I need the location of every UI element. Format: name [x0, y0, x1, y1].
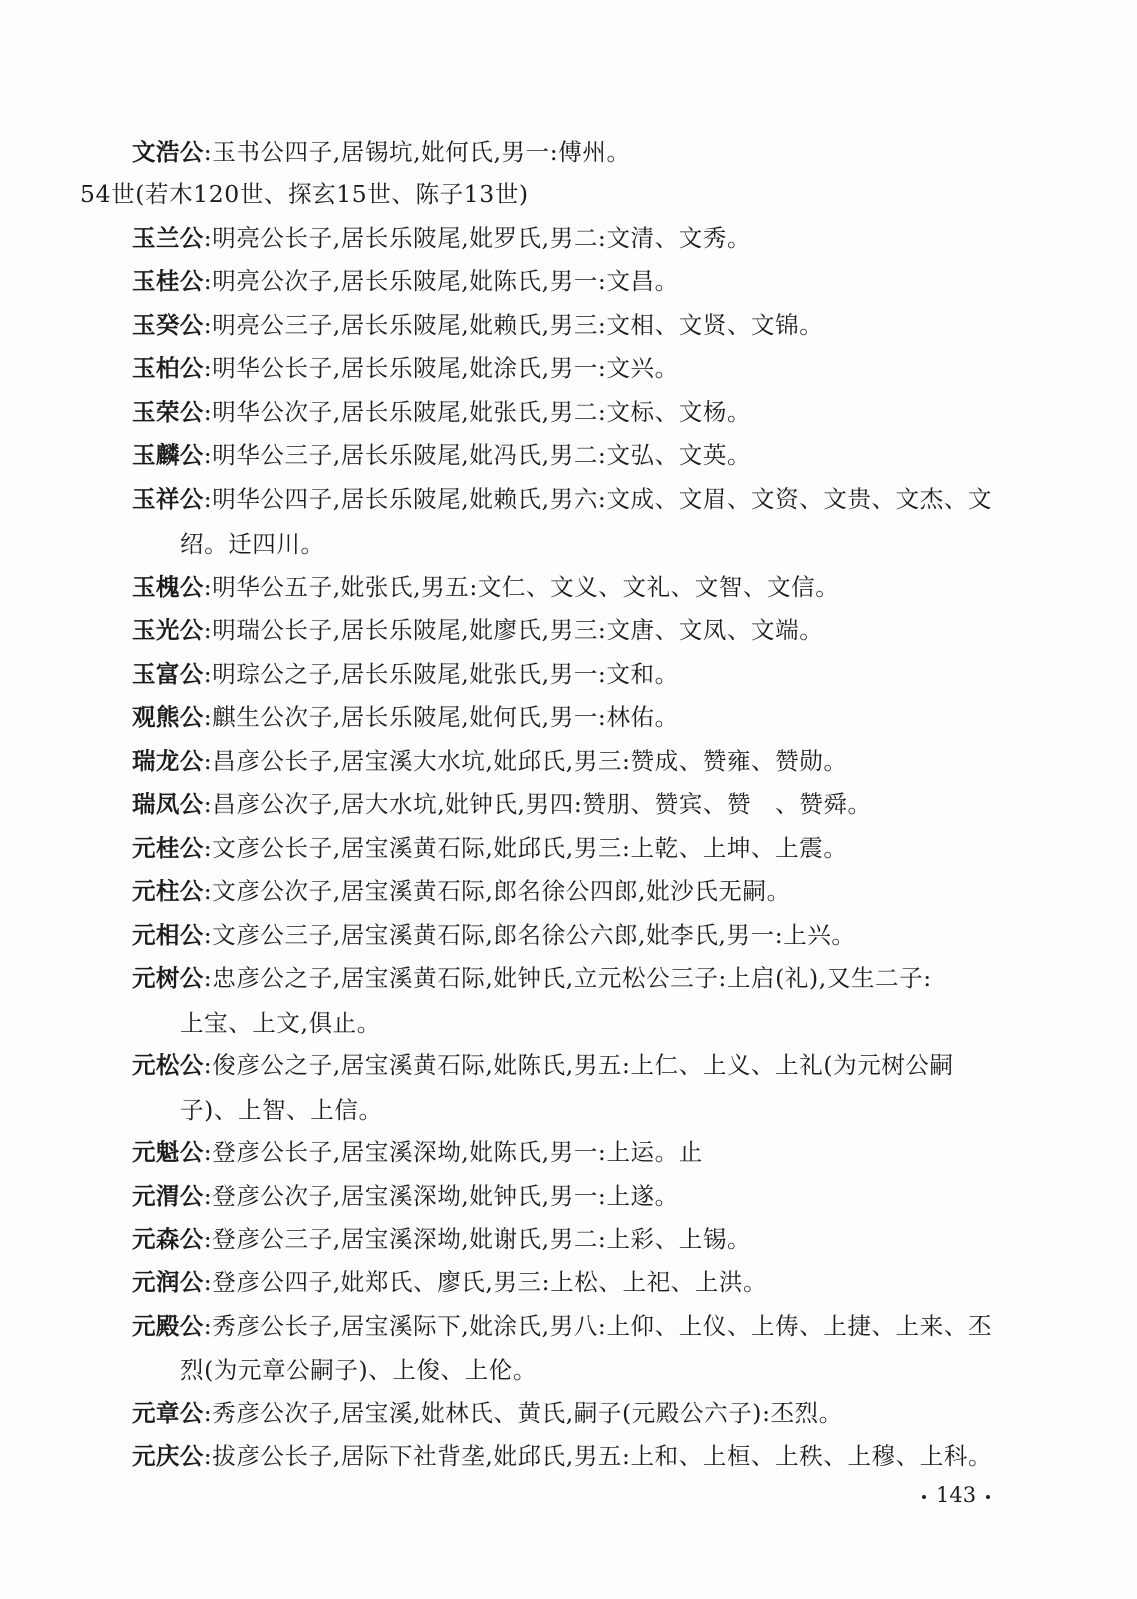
entry-text: :明瑞公长子,居长乐陂尾,妣廖氏,男三:文唐、文凤、文端。 — [203, 616, 824, 644]
entry-line — [132, 833, 847, 863]
entry-text: :登彦公长子,居宝溪深坳,妣陈氏,男一:上运。止 — [203, 1138, 703, 1166]
entry-line — [132, 789, 872, 819]
ancestor-name: 元松公 — [132, 1051, 204, 1079]
entry-text: :明亮公长子,居长乐陂尾,妣罗氏,男二:文清、文秀。 — [203, 224, 752, 252]
entry-line — [132, 310, 823, 340]
entry-text: :登彦公次子,居宝溪深坳,妣钟氏,男一:上遂。 — [203, 1182, 679, 1210]
ancestor-name: 玉槐公 — [132, 573, 204, 601]
entry-continuation: 烈(为元章公嗣子)、上俊、上伦。 — [180, 1356, 537, 1384]
ancestor-name: 玉桂公 — [132, 267, 204, 295]
entry-line — [132, 1311, 992, 1341]
ancestor-name: 元殿公 — [132, 1312, 204, 1340]
ancestor-name: 玉癸公 — [132, 311, 204, 339]
entry-line — [132, 1267, 767, 1297]
entry-text: :拔彦公长子,居际下社背垄,妣邱氏,男五:上和、上桓、上秩、上穆、上科。 — [203, 1442, 993, 1470]
entry-line — [132, 1398, 843, 1428]
entry-line — [132, 1181, 679, 1211]
entry-text: :明华公三子,居长乐陂尾,妣冯氏,男二:文弘、文英。 — [203, 441, 752, 469]
page-number-value: 143 — [936, 1483, 977, 1507]
entry-text: :昌彦公次子,居大水坑,妣钟氏,男四:赞朋、赞宾、赞 、赞舜。 — [203, 790, 872, 818]
entry-line — [132, 572, 839, 602]
ancestor-name: 玉柏公 — [132, 354, 204, 382]
generation-heading: 54世(若木120世、探玄15世、陈子13世) — [80, 180, 529, 208]
entry-text: :麒生公次子,居长乐陂尾,妣何氏,男一:林佑。 — [203, 703, 679, 731]
entry-text: :明亮公三子,居长乐陂尾,妣赖氏,男三:文相、文贤、文锦。 — [203, 311, 824, 339]
entry-text: :忠彦公之子,居宝溪黄石际,妣钟氏,立元松公三子:上启(礼),又生二子: — [203, 964, 932, 992]
entry-line — [132, 223, 751, 253]
ancestor-name: 玉荣公 — [132, 398, 204, 426]
entry-line — [132, 746, 847, 776]
entry-text: :明华公五子,妣张氏,男五:文仁、文义、文礼、文智、文信。 — [203, 573, 840, 601]
entry-line — [132, 963, 932, 993]
ancestor-name: 元渭公 — [132, 1182, 204, 1210]
entry-text: :明华公长子,居长乐陂尾,妣涂氏,男一:文兴。 — [203, 354, 679, 382]
entry-text: :秀彦公长子,居宝溪际下,妣涂氏,男八:上仰、上仪、上俦、上捷、上来、丕 — [203, 1312, 993, 1340]
entry-line — [132, 484, 992, 514]
entry-text: :登彦公三子,居宝溪深坳,妣谢氏,男二:上彩、上锡。 — [203, 1225, 752, 1253]
entry-line — [132, 920, 856, 950]
ancestor-name: 元魁公 — [132, 1138, 204, 1166]
entry-line — [132, 353, 679, 383]
entry-text: :明华公四子,居长乐陂尾,妣赖氏,男六:文成、文眉、文资、文贵、文杰、文 — [203, 485, 993, 513]
ancestor-name: 玉兰公 — [132, 224, 204, 252]
entry-text: :秀彦公次子,居宝溪,妣林氏、黄氏,嗣子(元殿公六子):丕烈。 — [203, 1399, 843, 1427]
entry-line — [132, 137, 631, 167]
entry-line — [132, 440, 751, 470]
ancestor-name: 玉祥公 — [132, 485, 204, 513]
entry-line — [132, 266, 679, 296]
ancestor-name: 元润公 — [132, 1268, 204, 1296]
ancestor-name: 观熊公 — [132, 703, 204, 731]
ancestor-name: 玉光公 — [132, 616, 204, 644]
entry-continuation: 上宝、上文,俱止。 — [180, 1009, 381, 1037]
entry-continuation: 绍。迁四川。 — [180, 530, 325, 558]
dot-separator — [986, 1495, 990, 1499]
ancestor-name: 元桂公 — [132, 834, 204, 862]
entry-text: :昌彦公长子,居宝溪大水坑,妣邱氏,男三:赞成、赞雍、赞勋。 — [203, 747, 848, 775]
entry-text: :明华公次子,居长乐陂尾,妣张氏,男二:文标、文杨。 — [203, 398, 752, 426]
ancestor-name: 元章公 — [132, 1399, 204, 1427]
ancestor-name: 瑞龙公 — [132, 747, 204, 775]
entry-text: :明亮公次子,居长乐陂尾,妣陈氏,男一:文昌。 — [203, 267, 679, 295]
entry-text: :文彦公次子,居宝溪黄石际,郎名徐公四郎,妣沙氏无嗣。 — [203, 877, 791, 905]
ancestor-name: 玉麟公 — [132, 441, 204, 469]
entry-line — [132, 876, 791, 906]
ancestor-name: 元树公 — [132, 964, 204, 992]
ancestor-name: 元庆公 — [132, 1442, 204, 1470]
page-number — [912, 1481, 1000, 1509]
ancestor-name: 瑞凤公 — [132, 790, 204, 818]
ancestor-name: 文浩公 — [132, 138, 204, 166]
ancestor-name: 元柱公 — [132, 877, 204, 905]
entry-line — [132, 1224, 751, 1254]
ancestor-name: 元森公 — [132, 1225, 204, 1253]
dot-separator — [922, 1495, 926, 1499]
entry-line — [132, 397, 751, 427]
entry-line — [132, 1050, 954, 1080]
entry-line — [132, 659, 679, 689]
entry-text: :俊彦公之子,居宝溪黄石际,妣陈氏,男五:上仁、上义、上礼(为元树公嗣 — [203, 1051, 954, 1079]
ancestor-name: 元相公 — [132, 921, 204, 949]
entry-text: :文彦公三子,居宝溪黄石际,郎名徐公六郎,妣李氏,男一:上兴。 — [203, 921, 856, 949]
entry-text: :文彦公长子,居宝溪黄石际,妣邱氏,男三:上乾、上坤、上震。 — [203, 834, 848, 862]
entry-text: :玉书公四子,居锡坑,妣何氏,男一:傅州。 — [203, 138, 631, 166]
entry-line — [132, 1137, 703, 1167]
entry-line — [132, 1441, 992, 1471]
entry-line — [132, 615, 823, 645]
entry-text: :明琮公之子,居长乐陂尾,妣张氏,男一:文和。 — [203, 660, 679, 688]
ancestor-name: 玉富公 — [132, 660, 204, 688]
entry-continuation: 子)、上智、上信。 — [180, 1096, 383, 1124]
entry-text: :登彦公四子,妣郑氏、廖氏,男三:上松、上祀、上洪。 — [203, 1268, 768, 1296]
entry-line — [132, 702, 679, 732]
